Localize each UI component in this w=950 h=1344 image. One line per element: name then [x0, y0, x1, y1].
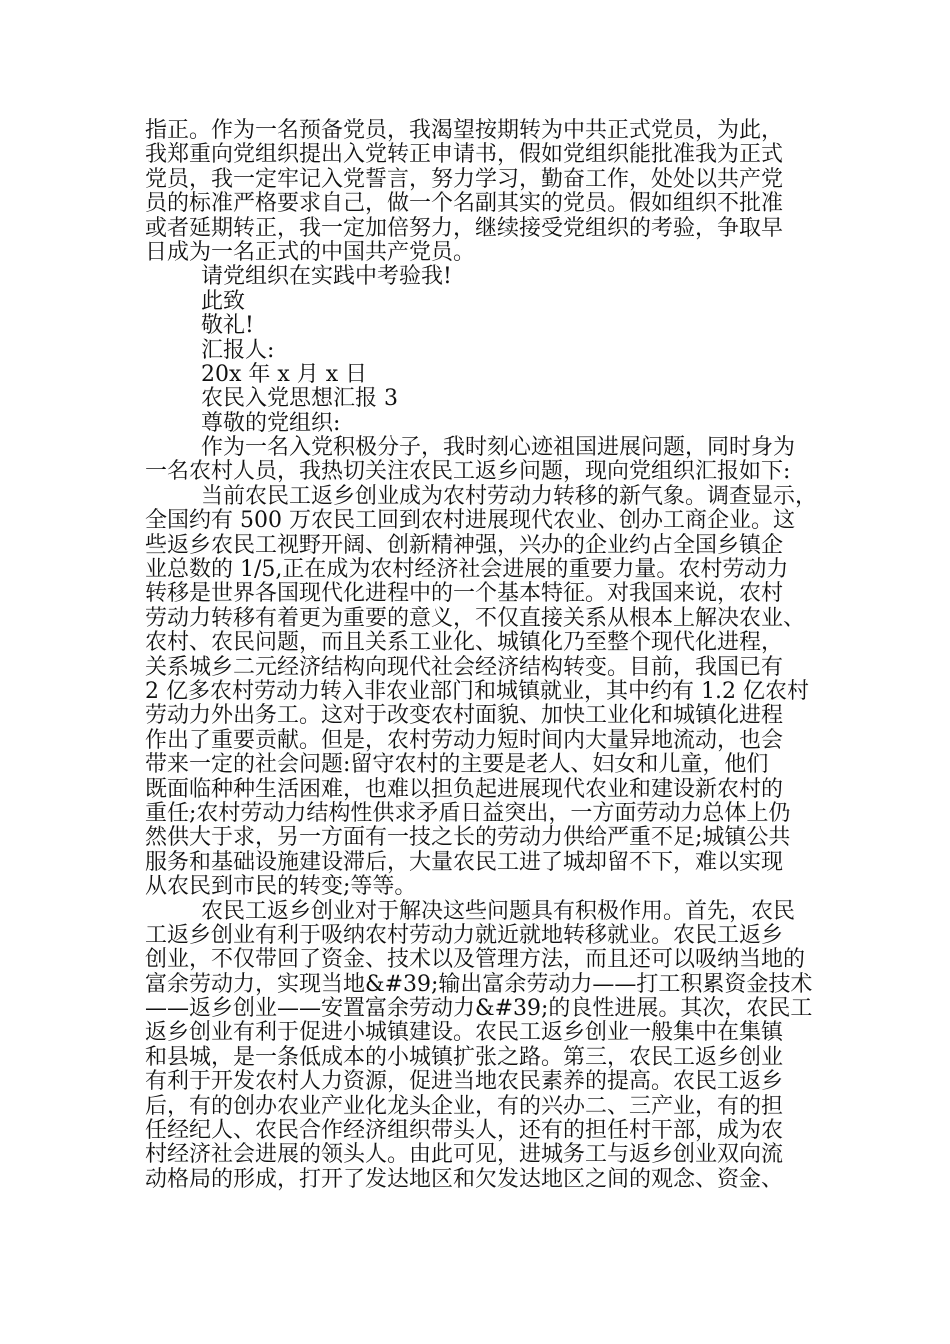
text-line: 既面临种种生活困难，也难以担负起进展现代农业和建设新农村的 — [145, 776, 784, 802]
text-line: 汇报人: — [201, 337, 275, 363]
text-line: 作为一名入党积极分子，我时刻心迹祖国进展问题，同时身为 — [201, 435, 796, 461]
text-line: 从农民到市民的转变;等等。 — [145, 874, 417, 900]
text-line: 全国约有 500 万农民工回到农村进展现代农业、创办工商企业。这 — [145, 508, 795, 534]
text-line: 农民工返乡创业对于解决这些问题具有积极作用。首先，农民 — [201, 898, 796, 924]
text-line: 创业，不仅带回了资金、技术以及管理方法，而且还可以吸纳当地的 — [145, 947, 806, 973]
text-line: 有利于开发农村人力资源，促进当地农民素养的提高。农民工返乡 — [145, 1069, 784, 1095]
text-line: 2 亿多农村劳动力转入非农业部门和城镇就业，其中约有 1.2 亿农村 — [145, 678, 809, 704]
text-line: 作出了重要贡献。但是，农村劳动力短时间内大量异地流动，也会 — [145, 727, 784, 753]
text-line: 重任;农村劳动力结构性供求矛盾日益突出，一方面劳动力总体上仍 — [145, 800, 791, 826]
text-line: 富余劳动力，实现当地&#39;输出富余劳动力——打工积累资金技术 — [145, 971, 813, 997]
text-line: 后，有的创办农业产业化龙头企业，有的兴办二、三产业，有的担 — [145, 1093, 784, 1119]
text-line: 任经纪人、农民合作经济组织带头人，还有的担任村干部，成为农 — [145, 1118, 784, 1144]
text-line: 日成为一名正式的中国共产党员。 — [145, 239, 476, 265]
text-line: 劳动力转移有着更为重要的意义，不仅直接关系从根本上解决农业、 — [145, 605, 806, 631]
text-line: 然供大于求，另一方面有一技之长的劳动力供给严重不足;城镇公共 — [145, 825, 791, 851]
text-line: 动格局的形成，打开了发达地区和欠发达地区之间的观念、资金、 — [145, 1166, 784, 1192]
text-line: 此致 — [201, 288, 246, 314]
text-line: 敬礼! — [201, 313, 254, 339]
text-line: 员的标准严格要求自己，做一个名副其实的党员。假如组织不批准 — [145, 191, 784, 217]
text-line: 我郑重向党组织提出入党转正申请书，假如党组织能批准我为正式 — [145, 142, 784, 168]
text-line: 工返乡创业有利于吸纳农村劳动力就近就地转移就业。农民工返乡 — [145, 922, 784, 948]
text-line: 指正。作为一名预备党员，我渴望按期转为中共正式党员，为此， — [145, 118, 784, 143]
document-body-text — [145, 118, 818, 1192]
text-line: 尊敬的党组织: — [201, 410, 341, 436]
text-line: 或者延期转正，我一定加倍努力，继续接受党组织的考验，争取早 — [145, 215, 784, 241]
text-line: 转移是世界各国现代化进程中的一个基本特征。对我国来说，农村 — [145, 581, 784, 607]
text-line: 带来一定的社会问题:留守农村的主要是老人、妇女和儿童，他们 — [145, 752, 769, 778]
text-line: ——返乡创业——安置富余劳动力&#39;的良性进展。其次，农民工 — [145, 996, 813, 1022]
text-line: 和县城，是一条低成本的小城镇扩张之路。第三，农民工返乡创业 — [145, 1044, 784, 1070]
text-line: 农民入党思想汇报 3 — [201, 386, 398, 412]
text-line: 劳动力外出务工。这对于改变农村面貌、加快工业化和城镇化进程 — [145, 703, 784, 729]
text-line: 服务和基础设施建设滞后，大量农民工进了城却留不下，难以实现 — [145, 849, 784, 875]
text-line: 返乡创业有利于促进小城镇建设。农民工返乡创业一般集中在集镇 — [145, 1020, 784, 1046]
text-line: 关系城乡二元经济结构向现代社会经济结构转变。目前，我国已有 — [145, 654, 784, 680]
text-line: 党员，我一定牢记入党誓言，努力学习，勤奋工作，处处以共产党 — [145, 166, 784, 192]
text-line: 些返乡农民工视野开阔、创新精神强，兴办的企业约占全国乡镇企 — [145, 532, 784, 558]
text-line: 业总数的 1/5,正在成为农村经济社会进展的重要力量。农村劳动力 — [145, 557, 789, 583]
text-line: 当前农民工返乡创业成为农村劳动力转移的新气象。调查显示， — [201, 483, 818, 509]
text-line: 请党组织在实践中考验我! — [201, 264, 452, 290]
text-line: 20x 年 x 月 x 日 — [201, 361, 368, 387]
text-line: 农村、农民问题，而且关系工业化、城镇化乃至整个现代化进程， — [145, 630, 784, 656]
text-line: 一名农村人员，我热切关注农民工返乡问题，现向党组织汇报如下: — [145, 459, 791, 485]
text-line: 村经济社会进展的领头人。由此可见，进城务工与返乡创业双向流 — [145, 1142, 784, 1168]
